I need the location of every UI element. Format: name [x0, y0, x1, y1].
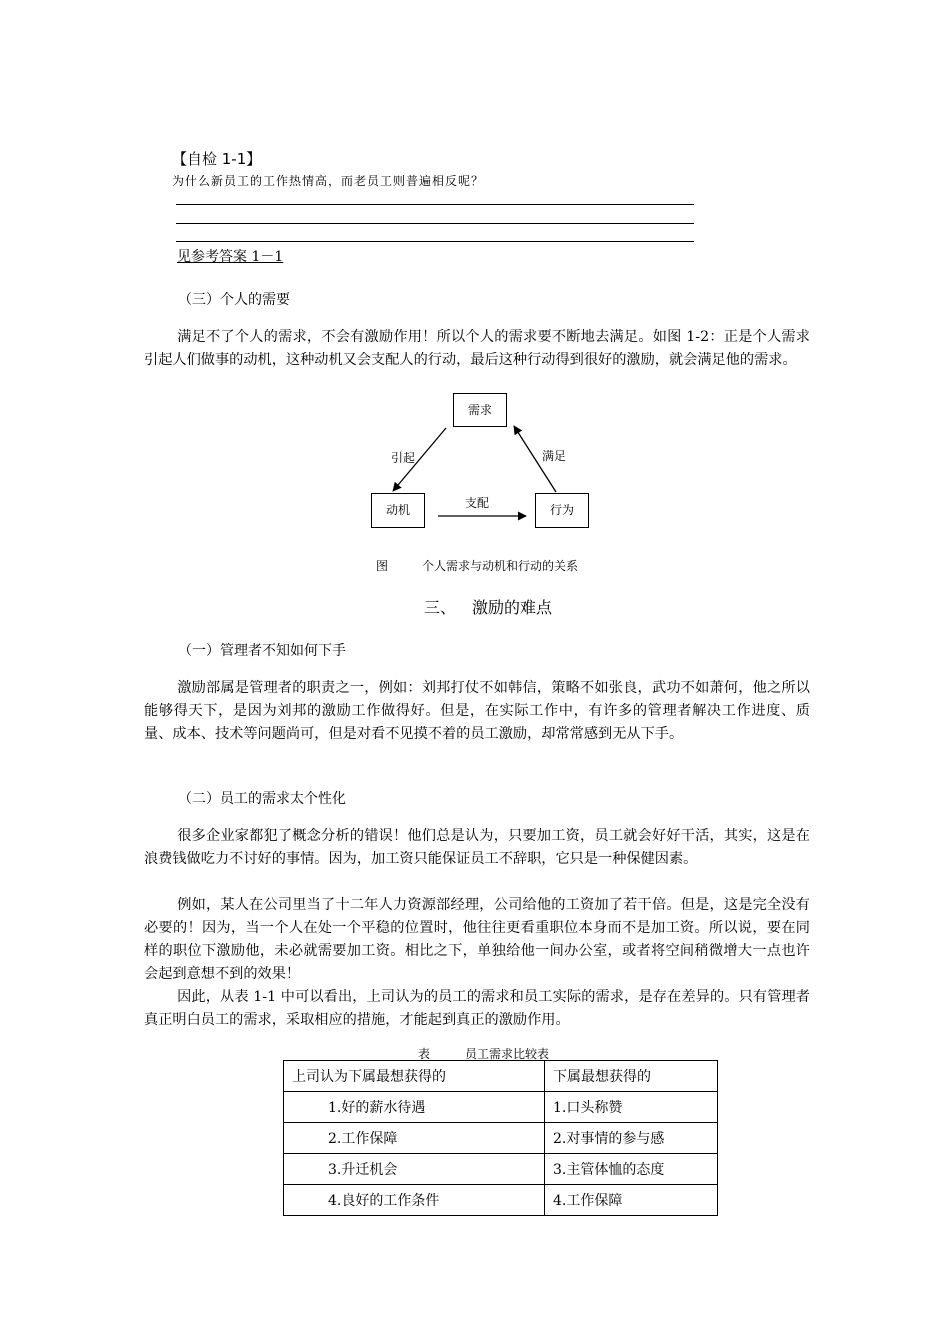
table-row [284, 1123, 718, 1154]
table-cell: 4.工作保障 [545, 1185, 718, 1216]
paragraph-text: 满足不了个人的需求，不会有激励作用！所以个人的需求要不断地去满足。如图 1-2：正是个人需求引起人们做事的动机，这种动机又会支配人的行动，最后这种行动得到很好的激励，就会满足他的需求。 [144, 329, 810, 368]
table-cell: 1.口头称赞 [545, 1092, 718, 1123]
paragraph-manager [144, 677, 810, 746]
edge-label-satisfy: 满足 [542, 449, 567, 463]
paragraph-personal-need [144, 326, 810, 372]
answer-link[interactable]: 见参考答案 1－1 [177, 249, 284, 265]
paragraph-text: 很多企业家都犯了概念分析的错误！他们总是认为，只要加工资，员工就会好好干活，其实，这是在浪费钱做吃力不讨好的事情。因为，加工资只能保证员工不辞职，它只是一种保健因素。 [144, 828, 810, 867]
paragraph-text: 因此，从表 1-1 中可以看出，上司认为的员工的需求和员工实际的需求，是存在差异的。只有管理者真正明白员工的需求，采取相应的措施，才能起到真正的激励作用。 [144, 989, 810, 1028]
section-title: 激励的难点 [472, 598, 553, 617]
node-motive: 动机 [371, 493, 425, 528]
edge-label-cause: 引起 [391, 451, 416, 465]
table-header-cell: 下属最想获得的 [545, 1061, 718, 1092]
paragraph-text: 激励部属是管理者的职责之一，例如：刘邦打仗不如韩信，策略不如张良，武功不如萧何，他之所以能够得天下，是因为刘邦的激励工作做得好。但是，在实际工作中，有许多的管理者解决工作进度、质量、成本、技术等问题尚可，但是对看不见摸不着的员工激励，却常常感到无从下手。 [144, 680, 810, 742]
table-cell: 1.好的薪水待遇 [284, 1092, 545, 1123]
section-heading-personal-need: （三）个人的需要 [178, 292, 290, 308]
table-caption: 员工需求比较表 [465, 1047, 550, 1061]
table-cell: 4.良好的工作条件 [284, 1185, 545, 1216]
figure-caption: 个人需求与动机和行动的关系 [422, 559, 579, 573]
selfcheck-title: 【自检 1-1】 [172, 150, 262, 168]
answer-line [176, 204, 694, 205]
section-heading-personalized: （二）员工的需求太个性化 [178, 791, 346, 807]
figure-caption-prefix: 图 [376, 559, 389, 573]
table-caption-prefix: 表 [418, 1047, 431, 1061]
needs-comparison-table [283, 1060, 718, 1216]
table-cell: 2.对事情的参与感 [545, 1123, 718, 1154]
table-header-row [284, 1061, 718, 1092]
table-row [284, 1185, 718, 1216]
table-row [284, 1092, 718, 1123]
section-number: 三、 [424, 598, 457, 617]
table-row [284, 1154, 718, 1185]
paragraph-text: 例如，某人在公司里当了十二年人力资源部经理，公司给他的工资加了若干倍。但是，这是完全没有必要的！因为，当一个人在处一个平稳的位置时，他往往更看重职位本身而不是加工资。所以说，要在同样的职位下激励他，未必就需要加工资。相比之下，单独给他一间办公室，或者将空间稍微增大一点也许会起到意想不到的效果！ [144, 897, 810, 982]
section-heading-manager: （一）管理者不知如何下手 [178, 643, 346, 659]
paragraph-personalized-2 [144, 894, 810, 986]
edge-label-govern: 支配 [465, 496, 490, 510]
table-cell: 3.升迁机会 [284, 1154, 545, 1185]
answer-line [176, 223, 694, 224]
paragraph-personalized-3 [144, 986, 810, 1032]
selfcheck-question: 为什么新员工的工作热情高，而老员工则普遍相反呢？ [172, 174, 485, 188]
answer-line [176, 241, 694, 242]
table-cell: 2.工作保障 [284, 1123, 545, 1154]
node-action: 行为 [535, 493, 589, 528]
paragraph-personalized-1 [144, 825, 810, 871]
table-cell: 3.主管体恤的态度 [545, 1154, 718, 1185]
node-need: 需求 [453, 393, 507, 427]
table-header-cell: 上司认为下属最想获得的 [284, 1061, 545, 1092]
